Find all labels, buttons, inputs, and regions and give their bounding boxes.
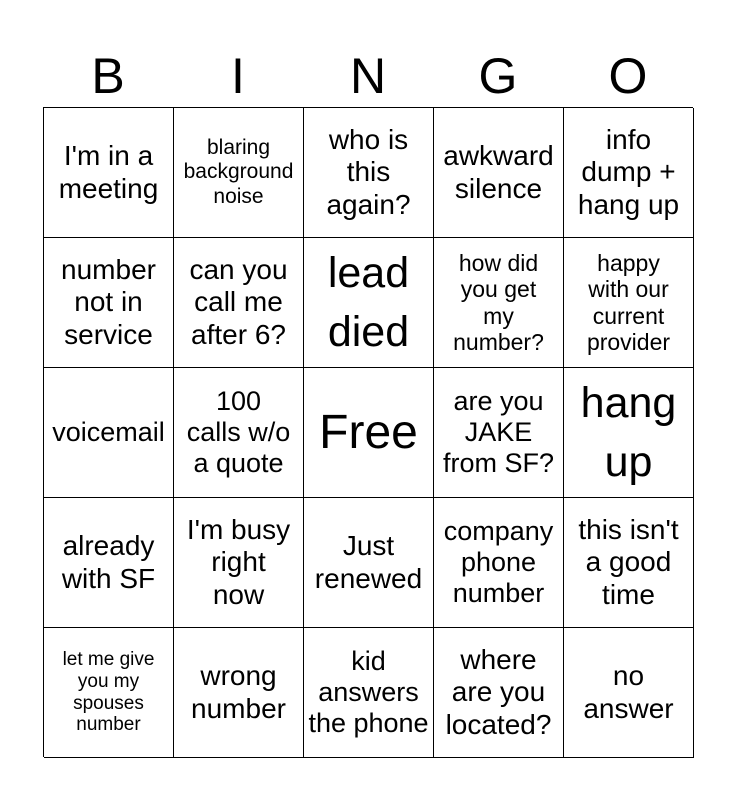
bingo-cell-text: happy with our current provider <box>586 249 671 355</box>
bingo-cell-text: blaring background noise <box>183 136 294 208</box>
bingo-cell-text: number not in service <box>61 254 156 350</box>
bingo-cell[interactable] <box>44 238 174 368</box>
bingo-cell[interactable] <box>434 368 564 498</box>
bingo-cell[interactable] <box>174 238 304 368</box>
bingo-cell-text: I'm in a meeting <box>58 140 159 204</box>
header-letter-i: I <box>231 48 245 104</box>
bingo-cell-text: Just renewed <box>314 530 423 594</box>
bingo-cell[interactable] <box>434 108 564 238</box>
bingo-cell-text: voicemail <box>52 416 165 447</box>
header-letter-g: G <box>478 48 518 104</box>
bingo-cell-text: awkward silence <box>443 140 554 204</box>
bingo-cell-text: already with SF <box>61 530 156 594</box>
bingo-cell-text: info dump + hang up <box>577 124 680 220</box>
bingo-cell[interactable] <box>44 108 174 238</box>
bingo-cell[interactable] <box>304 628 434 758</box>
bingo-cell-text: kid answers the phone <box>308 645 429 739</box>
bingo-cell[interactable] <box>434 628 564 758</box>
bingo-cell[interactable] <box>174 108 304 238</box>
bingo-cell-text: wrong number <box>191 660 286 724</box>
bingo-cell-text: hang up <box>580 379 677 486</box>
free-space-cell[interactable] <box>304 368 434 498</box>
bingo-cell[interactable] <box>304 108 434 238</box>
bingo-cell[interactable] <box>434 238 564 368</box>
bingo-cell[interactable] <box>434 498 564 628</box>
bingo-cell[interactable] <box>564 108 694 238</box>
bingo-cell-text: no answer <box>583 660 674 724</box>
bingo-cell-text: who is this again? <box>326 124 411 220</box>
bingo-cell-text: are you JAKE from SF? <box>442 385 555 479</box>
bingo-cell[interactable] <box>44 628 174 758</box>
bingo-cell[interactable] <box>304 498 434 628</box>
bingo-cell-text: how did you get my number? <box>453 249 544 355</box>
bingo-cell-text: this isn't a good time <box>578 514 679 610</box>
bingo-cell-text: Free <box>319 405 418 459</box>
bingo-cell-text: lead died <box>327 249 410 356</box>
bingo-cell[interactable] <box>174 498 304 628</box>
bingo-board <box>43 107 693 757</box>
header-letter-n: N <box>349 48 387 104</box>
bingo-cell[interactable] <box>174 368 304 498</box>
bingo-cell[interactable] <box>44 368 174 498</box>
bingo-cell[interactable] <box>304 238 434 368</box>
bingo-cell[interactable] <box>44 498 174 628</box>
bingo-cell-text: let me give you my spouses number <box>62 648 155 736</box>
bingo-cell-text: can you call me after 6? <box>189 254 288 350</box>
bingo-cell[interactable] <box>174 628 304 758</box>
bingo-cell-text: where are you located? <box>445 644 552 740</box>
bingo-cell-text: I'm busy right now <box>186 514 291 610</box>
bingo-header <box>43 46 693 106</box>
bingo-cell-text: 100 calls w/o a quote <box>186 385 291 479</box>
bingo-cell[interactable] <box>564 368 694 498</box>
bingo-cell[interactable] <box>564 498 694 628</box>
bingo-cell[interactable] <box>564 628 694 758</box>
bingo-cell[interactable] <box>564 238 694 368</box>
bingo-cell-text: company phone number <box>443 515 554 609</box>
header-letter-b: B <box>91 48 125 104</box>
header-letter-o: O <box>608 48 648 104</box>
